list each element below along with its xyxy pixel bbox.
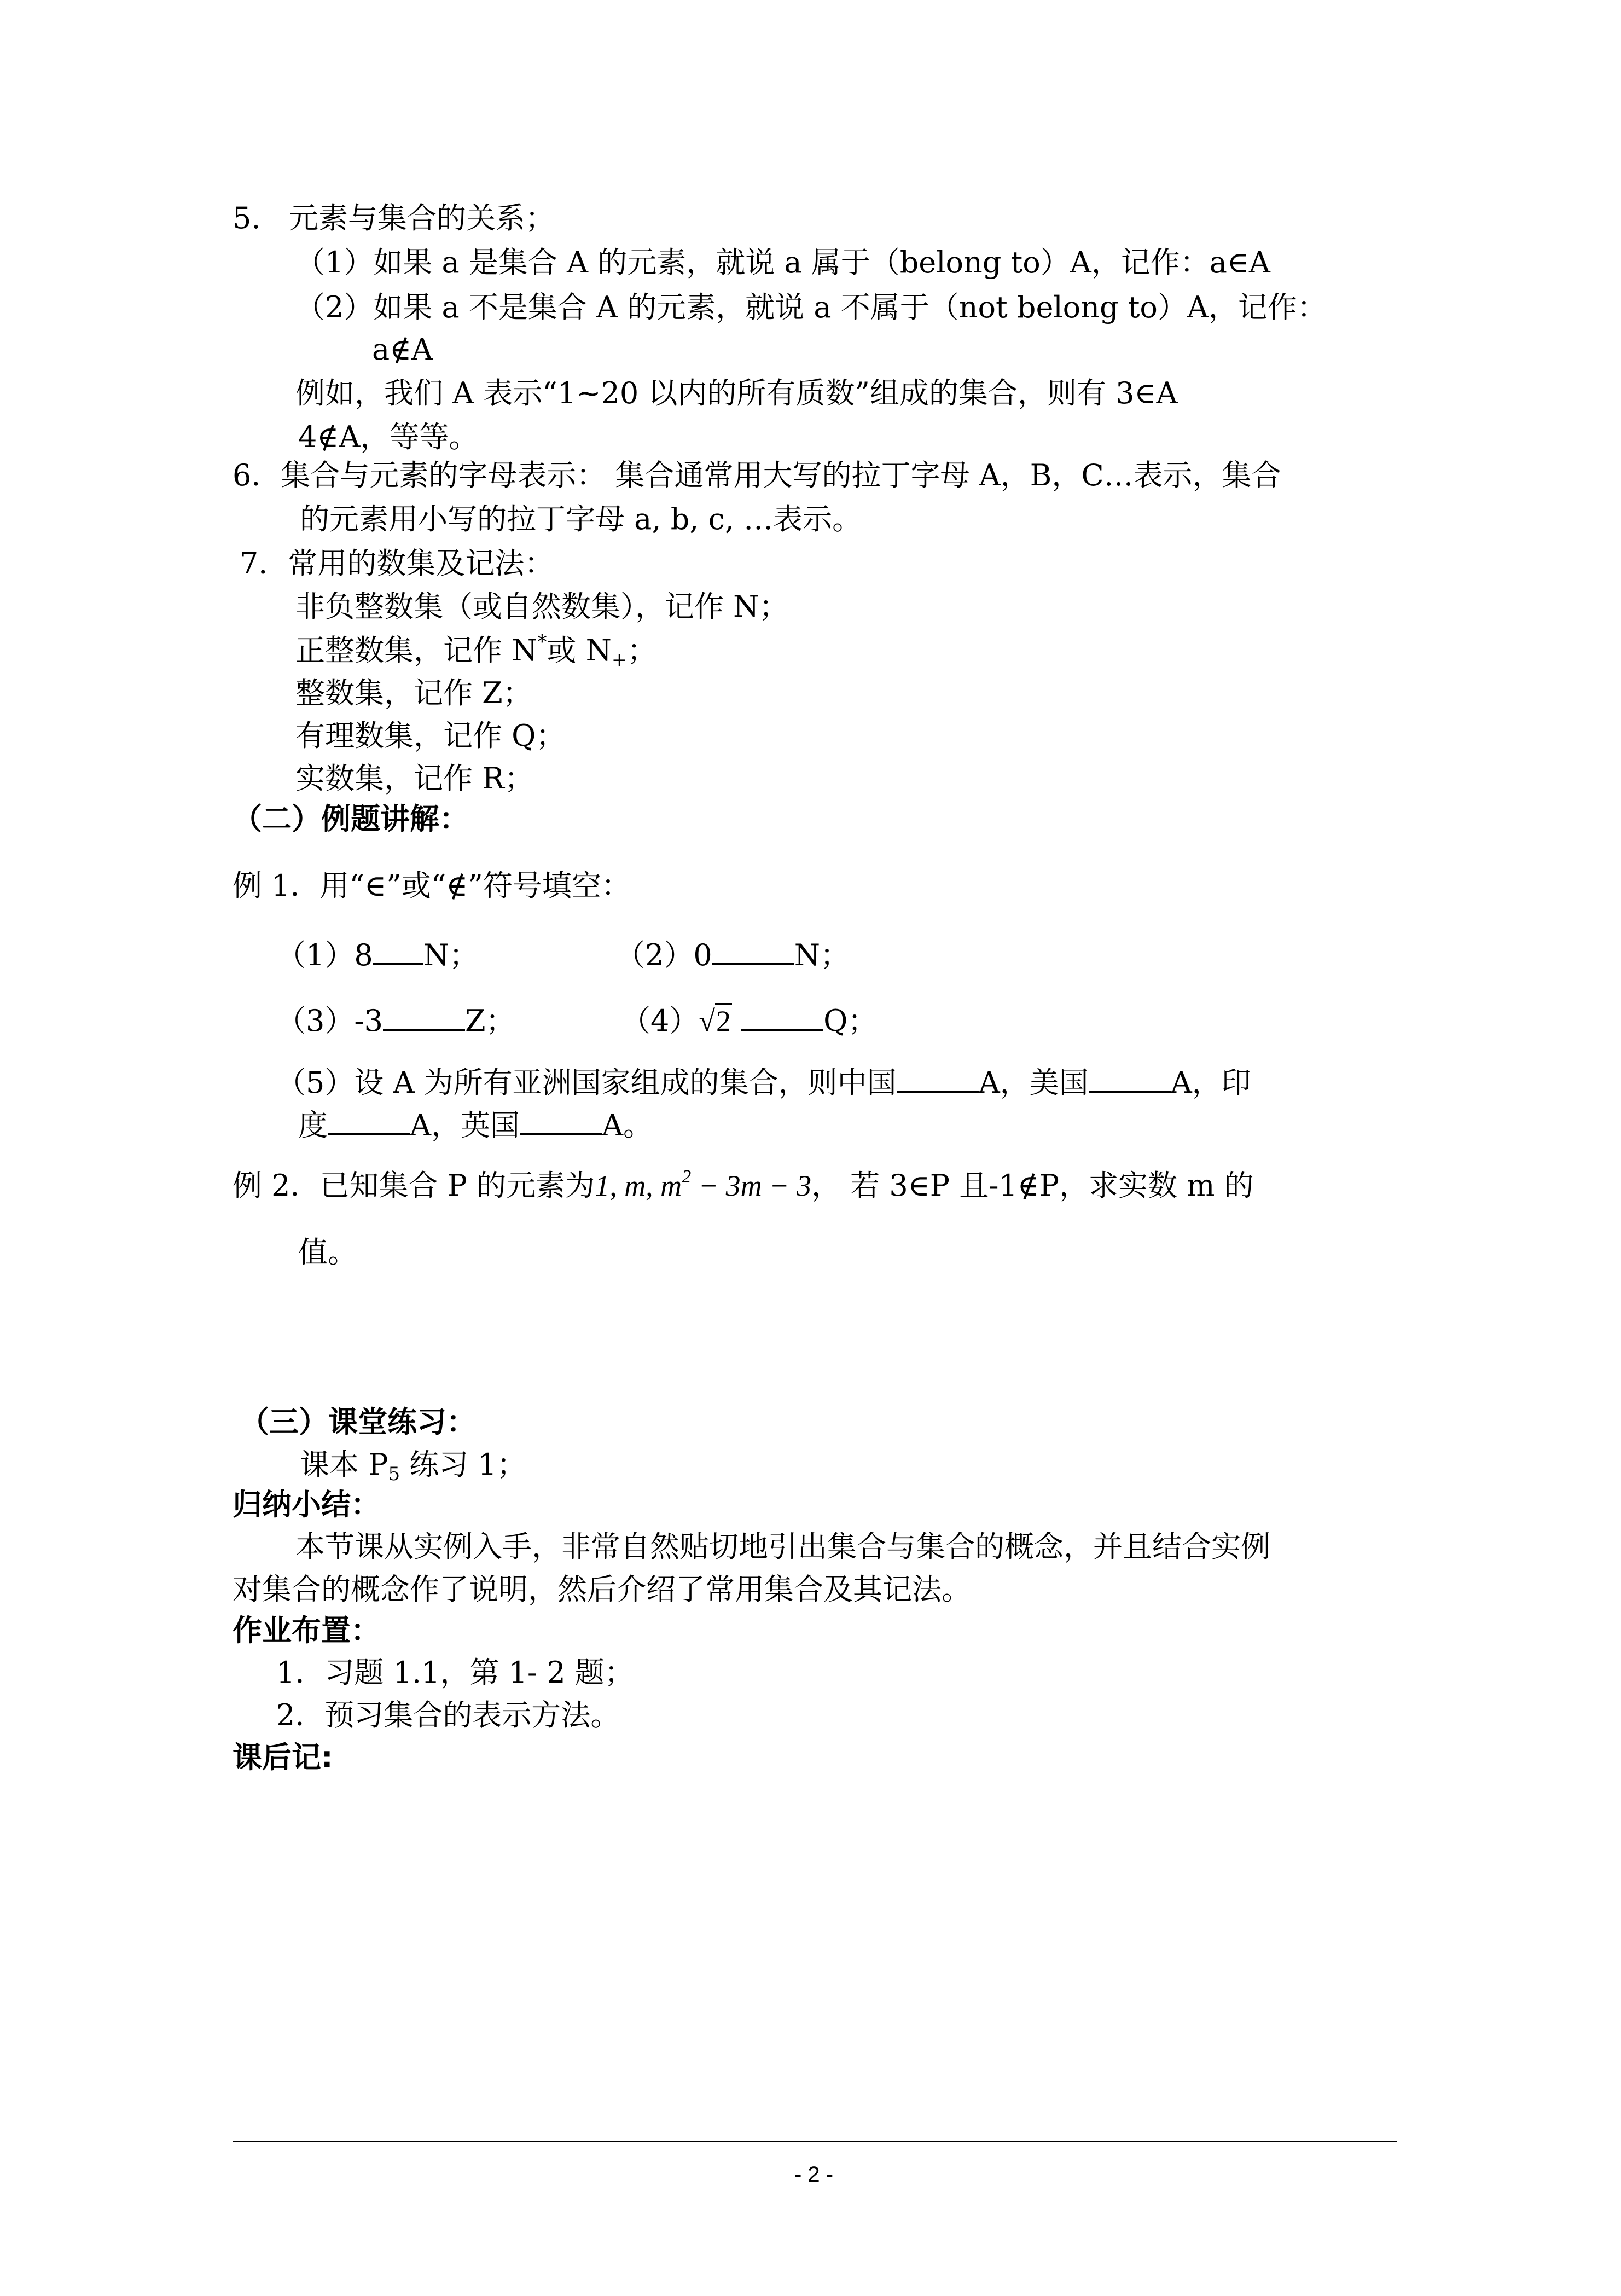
example2-line1 [233,1167,1254,1203]
practice-item [300,1447,526,1485]
sec6-line1: 6．集合与元素的字母表示： 集合通常用大写的拉丁字母 A，B，C…表示，集合 [233,458,1281,492]
page-subscript: 5 [388,1463,400,1485]
practice-item-text: 课本 P [300,1447,388,1482]
positive-integers-end: ； [627,633,657,668]
q1-tail: N； [423,938,479,972]
example1-q5-line2 [298,1107,653,1143]
positive-integers-label: 正整数集，记作 N [295,633,538,668]
number-set-natural: 非负整数集（或自然数集），记作 N； [295,589,789,624]
sec5-title: 元素与集合的关系； [289,201,555,235]
q5-text5: A，英国 [410,1108,520,1143]
radicand: 2 [715,1003,732,1037]
example2-text: 例 2．已知集合 P 的元素为 [233,1168,595,1203]
sec5-line1: （1）如果 a 是集合 A 的元素，就说 a 属于（belong to）A，记作：a∈A [295,245,1270,280]
sec5-heading [233,201,555,235]
q5-text2: A，美国 [978,1065,1089,1100]
number-set-positive-integers [295,631,657,671]
q1-blank[interactable] [373,937,423,965]
sec5-example-line1: 例如，我们 A 表示“1~20 以内的所有质数”组成的集合，则有 3∈A [295,376,1178,410]
sec5-example-line2: 4∉A，等等。 [298,420,479,454]
sec5-line2-notation: a∉A [372,332,433,367]
summary-line1: 本节课从实例入手，非常自然贴切地引出集合与集合的概念，并且结合实例 [295,1529,1270,1564]
number-set-reals: 实数集，记作 R； [295,761,534,796]
q5-text1: （5）设 A 为所有亚洲国家组成的集合，则中国 [276,1065,897,1100]
q5-text3: A，印 [1170,1065,1251,1100]
q4-tail: Q； [823,1004,878,1038]
example2-math-end: − 3m − 3 [691,1169,812,1202]
q5-blank-china[interactable] [897,1064,979,1093]
q5-blank-uk[interactable] [520,1107,602,1135]
example2-line2: 值。 [298,1235,357,1269]
star-superscript: * [537,631,547,653]
examples-heading: （二）例题讲解： [233,802,469,836]
homework-heading: 作业布置： [233,1613,380,1648]
q5-text4: 度 [298,1108,328,1143]
q2-tail: N； [794,938,850,972]
q3-blank[interactable] [383,1002,465,1031]
footer-divider [233,2141,1397,2142]
q2-blank[interactable] [712,937,794,965]
example1-prompt: 例 1．用“∈”或“∉”符号填空： [233,868,631,903]
sec6-line2: 的元素用小写的拉丁字母 a, b, c, …表示。 [300,502,862,536]
q5-blank-india[interactable] [328,1107,410,1135]
example1-q5-line1 [276,1064,1251,1098]
summary-line2: 对集合的概念作了说明，然后介绍了常用集合及其记法。 [233,1572,971,1607]
afterword-heading: 课后记: [233,1740,333,1775]
sec5-line2: （2）如果 a 不是集合 A 的元素，就说 a 不属于（not belong to）A，记作： [295,290,1327,324]
example1-q1 [276,937,479,970]
practice-heading: （三）课堂练习： [240,1405,476,1439]
q4-blank[interactable] [741,1002,823,1031]
q3-label: （3）-3 [276,1004,383,1038]
number-set-integers: 整数集，记作 Z； [295,676,532,710]
q3-tail: Z； [464,1004,515,1038]
positive-integers-or: 或 N [547,633,612,668]
page-number: - 2 - [794,2162,834,2187]
homework-item1: 1．习题 1.1，第 1- 2 题； [276,1655,634,1690]
radical-sign: √ [699,1005,715,1037]
example2-condition: ， 若 3∈P 且-1∉P，求实数 m 的 [811,1168,1254,1203]
practice-item-tail: 练习 1； [400,1447,526,1482]
example2-math-start: 1, m, m [595,1169,682,1202]
q5-blank-usa[interactable] [1089,1064,1171,1093]
sec5-number: 5. [233,201,261,235]
q5-text6: A。 [602,1108,653,1143]
number-set-rationals: 有理数集，记作 Q； [295,718,566,753]
sec7-heading: 7．常用的数集及记法： [240,546,554,581]
example1-q3 [276,1002,515,1036]
homework-item2: 2．预习集合的表示方法。 [276,1698,620,1732]
q4-label: （4） [621,1004,699,1038]
example1-q4 [621,1002,877,1036]
q2-label: （2）0 [615,938,712,972]
q1-label: （1）8 [276,938,373,972]
plus-subscript: + [611,649,628,671]
summary-heading: 归纳小结： [233,1487,380,1522]
example1-q2 [615,937,850,970]
example2-math-exponent: 2 [682,1167,692,1187]
sqrt-two [699,1003,732,1037]
